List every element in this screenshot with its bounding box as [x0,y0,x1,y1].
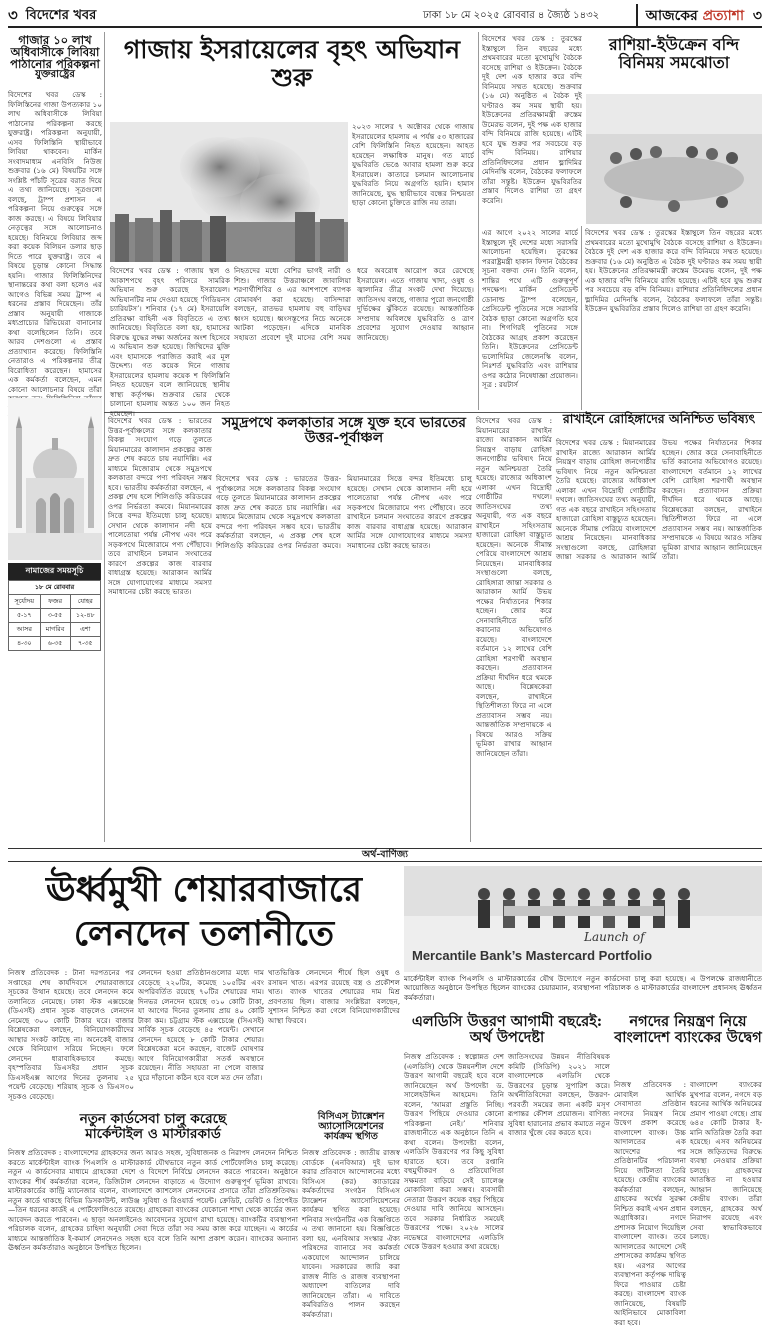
kolkata-body-left: বিদেশের খবর ডেস্ক : ভারতের উত্তর-পূর্বাঞ্চলের সঙ্গে কলকাতার বিকল্প সংযোগ গড়ে তুলতে মিয়ানমারের কালাদান প্রকল্পের কাজ দ্রুত শেষ করতে চায় নয়াদিল্লি। এর মাধ্যমে মিজোরাম থেকে সমুদ্রপথে কলকাতা বন্দরে পণ্য পরিবহন সম্ভব হবে। ভারতীয় কর্মকর্তারা বলছেন, এ প্রকল্প শেষ হলে শিলিগুড়ি করিডরের ওপর নির্ভরতা কমবে। মিয়ানমারের সিত্তে বন্দর ইতিমধ্যে চালু হয়েছে। সেখান থেকে কালাদান নদী হয়ে পালেতোয়া পর্যন্ত নৌপথ এবং পরে সড়কপথে মিজোরামে পণ্য পৌঁছাবে। তবে রাখাইনে চলমান সংঘাতের কারণে প্রকল্পের কাজ বারবার বাধাগ্রস্ত হয়েছে। আরাকান আর্মির সঙ্গে যোগাযোগের মাধ্যমে সমস্যা সমাধানের চেষ্টা করছে ভারত। [108,416,212,596]
section-title: বিদেশের খবর [25,7,97,23]
kolkata-headline: সমুদ্রপথে কলকাতার সঙ্গে যুক্ত হবে ভারতের উত্তর-পূর্বাঞ্চল [222,415,466,447]
russia-ukraine-body-mid: এর আগে ২০২২ সালের মার্চে ইস্তাম্বুলে দুই দেশের মধ্যে সরাসরি আলোচনা হয়েছিল। তুরস্কের পররাষ্ট্রমন্ত্রী হাকান ফিদান বৈঠকের সূচনা বক্তব্য দেন। তিনি বলেন, শান্তির পথে এটি গুরুত্বপূর্ণ পদক্ষেপ। মার্কিন প্রেসিডেন্ট ডোনাল্ড ট্রাম্প বলেছেন, প্রেসিডেন্ট পুতিনের সঙ্গে সরাসরি বৈঠক ছাড়া কোনো অগ্রগতি হবে না। শিগগিরই পুতিনের সঙ্গে বৈঠকের আগ্রহ প্রকাশ করেছেন তিনি। ইউক্রেনের প্রেসিডেন্ট ভলোদিমির জেলেনস্কি বলেন, নিঃশর্ত যুদ্ধবিরতি এবং রাশিয়ার ওপর কঠোর নিষেধাজ্ঞা প্রয়োজন। সূত্র : রয়টার্স [482,228,578,389]
cash-control-body: নিজস্ব প্রতিবেদক : মোবাইল আর্থিক সেবাদাতা প্রতিষ্ঠান নগদের নিয়ন্ত্রণ নিয়ে উদ্বেগ প্রকাশ করেছে বাংলাদেশ ব্যাংক। উচ্চ আদালতের এক আদেশের পর প্রতিষ্ঠানটির পরিচালনা নিয়ে জটিলতা তৈরি হয়েছে। কেন্দ্রীয় ব্যাংকের কর্মকর্তারা বলছেন, গ্রাহকের অর্থের সুরক্ষা নিশ্চিত করাই এখন প্রধান অগ্রাধিকার। নগদে প্রশাসক নিয়োগ দিয়েছিল বাংলাদেশ ব্যাংক। তবে আদালতের আদেশে সেই প্রশাসকের কার্যক্রম স্থগিত হয়। এরপর আগের ব্যবস্থাপনা কর্তৃপক্ষ দায়িত্ব ফিরে পাওয়ার চেষ্টা করছে। বাংলাদেশ ব্যাংক জানিয়েছে, বিষয়টি আইনিভাবে মোকাবিলা করা হবে। [614,1080,686,1327]
prayer-cell: ১২-৪৮ [70,609,100,623]
prayer-cell: সূর্যোদয় [9,595,41,609]
gaza-smoke-photo [110,122,348,262]
gaza-offensive-body-mid: নিহতদের মধ্যে বেশির ভাগই নারী ও শিশু। গাজার উত্তরাঞ্চলে জাবালিয়া শরণার্থীশিবির ও এর আশপাশে ব্যাপক বোমাবর্ষণ করা হয়েছে। বাসিন্দারা বলছেন, রাতভর হামলায় বহু বাড়িঘর ধ্বংস হয়েছে। ধ্বংসস্তূপের নিচে অনেকে আটকা পড়েছেন। এদিকে মানবিক সহায়তা প্রবেশে দুই মাসের বেশি সময় ধরে অবরোধ আরোপ করে রেখেছে ইসরায়েল। এতে গাজায় খাদ্য, ওষুধ ও জ্বালানির তীব্র সংকট দেখা দিয়েছে। জাতিসংঘ বলছে, গাজার পুরো জনগোষ্ঠী দুর্ভিক্ষের ঝুঁকিতে রয়েছে। আন্তর্জাতিক সম্প্রদায় অবিলম্বে যুদ্ধবিরতি ও ত্রাণ প্রবেশের সুযোগ দেওয়ার আহ্বান জানিয়েছে। [234,266,474,342]
headline-line: যুক্তরাষ্ট্রের [35,69,75,81]
column-rule [478,32,479,410]
photo-portfolio-title: Mercantile Bank’s Mastercard Portfolio [412,948,653,963]
mastercard-photo-caption: মার্কেন্টাইল ব্যাংক পিএলসি ও মাস্টারকার্ডের যৌথ উদ্যোগে নতুন কার্ডসেবা চালু করা হয়েছে। এ উপলক্ষে রাজধানীতে আয়োজিত অনুষ্ঠানে উপস্থিত ছিলেন ব্যাংকের চেয়ারম্যান, ব্যবস্থাপনা পরিচালক ও মাস্টারকার্ডের বাংলাদেশ প্রধানসহ ঊর্ধ্বতন কর্মকর্তারা। [404,974,762,1002]
headline-line: বিসিএস ট্যাক্সেশন [317,1111,385,1122]
ldc-body-2: জাতিসংঘের উন্নয়ন নীতিবিষয়ক কমিটি (সিডিপি) ২০২১ সালে বাংলাদেশকে এলডিসি থেকে উত্তরণের চূড়ান্ত সুপারিশ করে। অর্থনীতিবিদেরা বলছেন, উত্তরণ-পরবর্তী সময়ের জন্য একটি মসৃণ রূপান্তর কৌশল প্রয়োজন। বাণিজ্য সুবিধা হারানোর প্রভাব কমাতে নতুন বাজার খুঁজে বের করতে হবে। [508,1052,610,1137]
rohingya-headline: রাখাইনে রোহিঙ্গাদের অনিশ্চিত ভবিষ্যৎ [562,411,756,426]
cash-control-body-2: বাংলাদেশ ব্যাংকের মুখপাত্র বলেন, নগদে বড় ধরনের আর্থিক অনিয়মের প্রমাণ পাওয়া গেছে। প্রায় ৬৪৫ কোটি টাকার ই-মানি অতিরিক্ত তৈরি করা হয়েছে। এসব অনিয়মের সঙ্গে জড়িতদের বিরুদ্ধে ব্যবস্থা নেওয়ার প্রক্রিয়া চলছে। গ্রাহকদের আতঙ্কিত না হওয়ার আহ্বান জানিয়েছে কেন্দ্রীয় ব্যাংক। তাঁরা বলছেন, গ্রাহকের অর্থ নিরাপদ রয়েছে এবং সেবা স্বাভাবিকভাবে চলছে। [690,1080,762,1241]
column-rule [581,226,582,410]
prayer-cell: ৭-৩৫ [70,637,100,651]
page-header [8,6,762,28]
headline-line: ঊর্ধ্বমুখী শেয়ারবাজারে [46,869,362,910]
gaza-offensive-body-right: ২০২৩ সালের ৭ অক্টোবর থেকে গাজায় ইসরায়েলের হামলায় এ পর্যন্ত ৫৩ হাজারের বেশি ফিলিস্তিনি নিহত হয়েছেন। আহত হয়েছেন লক্ষাধিক মানুষ। গত মার্চে যুদ্ধবিরতি ভেঙে আবার হামলা শুরু করে ইসরায়েল। কাতারে চলমান আলোচনায় যুদ্ধবিরতি নিয়ে অগ্রগতি হয়নি। হামাস জানিয়েছে, যুদ্ধ স্থায়ীভাবে বন্ধের নিশ্চয়তা ছাড়া কোনো চুক্তিতে রাজি নয় তারা। [352,122,474,207]
russia-ukraine-body-top: বিদেশের খবর ডেস্ক : তুরস্কের ইস্তাম্বুলে তিন বছরের মধ্যে প্রথমবারের মতো মুখোমুখি বৈঠকে বসেছে রাশিয়া ও ইউক্রেন। বৈঠকে দুই দেশ এক হাজার করে বন্দি বিনিময়ে সম্মত হয়েছে। শুক্রবার (১৬ মে) অনুষ্ঠিত এ বৈঠক দুই ঘণ্টারও কম সময় স্থায়ী হয়। ইউক্রেনের প্রতিরক্ষামন্ত্রী রুস্তেম উমেরভ বলেন, দুই পক্ষ এক হাজার বন্দি বিনিময়ে রাজি হয়েছে। এটিই হবে যুদ্ধ শুরুর পর সবচেয়ে বড় বন্দি বিনিময়। রাশিয়ার প্রতিনিধিদলের প্রধান ভ্লাদিমির মেদিনস্কি বলেন, বৈঠকের ফলাফলে তাঁরা সন্তুষ্ট। ইউক্রেন যুদ্ধবিরতির প্রস্তাব দিলেও রাশিয়া তা গ্রহণ করেনি। [482,34,582,205]
prayer-times-box [8,563,101,651]
gaza-aid-body: বিদেশের খবর ডেস্ক : ফিলিস্তিনের গাজা উপত্যকার ১০ লাখ অধিবাসীকে লিবিয়া পাঠানোর পরিকল্পনা করছে যুক্তরাষ্ট্র। পরিকল্পনা অনুযায়ী, এসব ফিলিস্তিনি স্থায়ীভাবে লিবিয়া থাকবেন। মার্কিন সংবাদমাধ্যম এনবিসি নিউজ শুক্রবার (১৬ মে) বিষয়টির সঙ্গে সংশ্লিষ্ট পাঁচটি সূত্রের বরাত দিয়ে এ তথ্য জানিয়েছে। সূত্রগুলো বলছে, ট্রাম্প প্রশাসন এ পরিকল্পনা নিয়ে গুরুত্বের সঙ্গে কাজ করছে। এ বিষয়ে লিবিয়ার নেতৃত্বের সঙ্গে আলোচনাও হয়েছে। বিনিময়ে লিবিয়ার জব্দ করা কয়েক বিলিয়ন ডলার ছাড় দিতে পারে যুক্তরাষ্ট্র। তবে এ বিষয়ে চূড়ান্ত কোনো সিদ্ধান্ত হয়নি। গাজার ফিলিস্তিনিদের স্থানান্তরের কথা বলা হলেও এর আগেও বিভিন্ন সময় ট্রাম্প এ ধরনের প্রস্তাব দিয়েছেন। তাঁর প্রস্তাব অনুযায়ী গাজাকে মধ্যপ্রাচ্যের রিভিয়েরা বানানোর কথা বলেছিলেন তিনি। তবে আরব দেশগুলো এ প্রস্তাব প্রত্যাখ্যান করেছে। ফিলিস্তিনি নেতারাও এ পরিকল্পনার তীব্র বিরোধিতা করেছেন। হামাসের এক কর্মকর্তা বলেছেন, এমন কোনো আলোচনার বিষয়ে তাঁরা [8,90,102,394]
date-line: ঢাকা ১৮ মে ২০২৫ রোববার ৪ জ্যৈষ্ঠ ১৪৩২ [423,9,600,21]
headline-line: মার্কেন্টাইল ও মাস্টারকার্ড [85,1125,221,1142]
mastercard-launch-photo [404,866,762,972]
prayer-cell: ৪-৩০ [9,637,41,651]
gaza-aid-headline [8,34,102,81]
gaza-offensive-body-left: বিদেশের খবর ডেস্ক : গাজায় স্থল ও আকাশপথে বৃহৎ পরিসরে সামরিক অভিযান শুরু করেছে ইসরায়েল। অভিযানটির নাম দেওয়া হয়েছে ‘গিডিয়নস চ্যারিয়টস’। শনিবার (১৭ মে) ইসরায়েলি প্রতিরক্ষা বাহিনী এক বিবৃতিতে এ তথ্য জানিয়েছে। বিবৃতিতে বলা হয়, হামাসের বিরুদ্ধে যুদ্ধের লক্ষ্য অর্জনের অংশ হিসেবে এ অভিযান শুরু হয়েছে। জিম্মিদের মুক্তি এবং হামাসকে পরাজিত করাই এর মূল উদ্দেশ্য। গত কয়েক দিনে গাজায় ইসরায়েলের হামলায় কয়েক শ ফিলিস্তিনি নিহত হয়েছেন বলে জানিয়েছে স্থানীয় স্বাস্থ্য কর্তৃপক্ষ। শুক্রবার ভোর থেকে চালানো হামলায় অন্তত ১০০ জন নিহত হয়েছেন। [110,266,230,418]
share-market-body-2: লেনদেন হওয়া প্রতিষ্ঠানগুলোর মধ্যে দাম বেড়েছে ২২০টির, কমেছে ১০৫টির এবং অপরিবর্তিত রয়েছে ৭০টির শেয়ারের দাম। দিনভর লেনদেন হয়েছে ৩১০ কোটি টাকা, যা আগের দিনের তুলনায় প্রায় ৪০ কোটি টাকা কম। চট্টগ্রাম স্টক এক্সচেঞ্জে (সিএসই) সার্বিক সূচক বেড়েছে ৪৫ পয়েন্ট। সেখানে লেনদেন হয়েছে ৮ কোটি টাকার শেয়ার। বিশ্লেষকেরা মনে করছেন, বাজেট ঘোষণার আগে বিনিয়োগকারীরা সতর্ক অবস্থানে রয়েছেন। নীতি সহায়তা না পেলে বাজার ঘুরে দাঁড়ানো কঠিন হবে বলে মত দেন তাঁরা। [138,968,264,1082]
share-market-body-3: খাতভিত্তিক লেনদেনে শীর্ষে ছিল ওষুধ ও রসায়ন খাত। এরপর রয়েছে বস্ত্র ও প্রকৌশল খাত। ব্যাংক খাতের শেয়ারের দাম মিশ্র প্রবণতায় ছিল। বাজার সংশ্লিষ্টরা বলছেন, সুশাসন নিশ্চিত করা গেলে বিনিয়োগকারীদের আস্থা ফিরবে। [268,968,400,1025]
prayer-cell: ৫-১৭ [9,609,41,623]
prayer-cell: ফজর [40,595,70,609]
headline-line: গাজার ১০ লাখ [18,33,92,47]
photo-launch-script: Launch of [584,930,645,944]
brand-logo [636,4,762,28]
headline-line: নতুন কার্ডসেবা চালু করেছে [79,1111,227,1127]
mosque-icon [8,398,102,560]
prayer-day: ১৮ মে রোববার [9,581,101,595]
mosque-illustration [8,398,102,560]
bsc-body: নিজস্ব প্রতিবেদক : জাতীয় রাজস্ব বোর্ডকে (এনবিআর) দুই ভাগ করার প্রতিবাদে আন্দোলনের মধ্যে বিসিএস (কর) ক্যাডারের কর্মকর্তাদের সংগঠন বিসিএস ট্যাক্সেশন অ্যাসোসিয়েশনের কার্যক্রম স্থগিত করা হয়েছে। শনিবার সংগঠনটির এক বিজ্ঞপ্তিতে এ তথ্য জানানো হয়। বিজ্ঞপ্তিতে বলা হয়, এনবিআর সংস্কার ঐক্য পরিষদের ব্যানারে সব কর্মকর্তা একযোগে আন্দোলন চালিয়ে যাবেন। সরকারের জারি করা রাজস্ব নীতি ও রাজস্ব ব্যবস্থাপনা অধ্যাদেশ বাতিলের দাবি জানিয়েছেন তাঁরা। এ দাবিতে কর্মবিরতিও পালন করছেন কর্মকর্তারা। [302,1148,400,1319]
headline-line: অধিবাসীকে লিবিয়া [10,45,100,60]
rohingya-body: বিদেশের খবর ডেস্ক : মিয়ানমারের রাখাইন রাজ্যে আরাকান আর্মির নিয়ন্ত্রণ বাড়ায় রোহিঙ্গা জনগোষ্ঠীর ভবিষ্যৎ নিয়ে নতুন অনিশ্চয়তা তৈরি হয়েছে। রাজ্যের অধিকাংশ এলাকা এখন বিদ্রোহী গোষ্ঠীটির দখলে। জাতিসংঘের তথ্য অনুযায়ী, গত এক বছরে রাখাইনে সহিংসতায় হাজারো রোহিঙ্গা বাস্তুচ্যুত হয়েছেন। অনেকে সীমান্ত পেরিয়ে বাংলাদেশে আশ্রয় নিয়েছেন। মানবাধিকার সংস্থাগুলো বলছে, রোহিঙ্গারা জান্তা সরকার ও আরাকান আর্মি উভয় পক্ষের নির্যাতনের শিকার হচ্ছেন। জোর করে সেনাবাহিনীতে ভর্তি করানোর অভিযোগও রয়েছে। বাংলাদেশে বর্তমানে ১২ লাখের বেশি রোহিঙ্গা শরণার্থী অবস্থান করছেন। প্রত্যাবাসন প্রক্রিয়া দীর্ঘদিন ধরে থমকে আছে। বিশ্লেষকেরা বলছেন, রাখাইনে স্থিতিশীলতা ফিরে না এলে প্রত্যাবাসন সম্ভব নয়। আন্তর্জাতিক সম্প্রদায়কে এ বিষয়ে আরও সক্রিয় ভূমিকা রাখার আহ্বান জানিয়েছেন তাঁরা। [556,438,762,561]
column-rule [104,32,105,842]
business-section-banner: অর্থ-বাণিজ্য [8,848,762,862]
brand-page: ৩ [752,8,762,24]
cash-control-headline: নগদের নিয়ন্ত্রণ নিয়ে বাংলাদেশ ব্যাংকের উদ্বেগ [614,1013,762,1046]
russia-ukraine-headline: রাশিয়া-ইউক্রেন বন্দি বিনিময় সমঝোতা [608,35,740,72]
prayer-cell: মাগরিব [40,623,70,637]
new-card-headline [8,1112,298,1142]
russia-ukraine-body-right: বিদেশের খবর ডেস্ক : তুরস্কের ইস্তাম্বুলে তিন বছরের মধ্যে প্রথমবারের মতো মুখোমুখি বৈঠকে বসেছে রাশিয়া ও ইউক্রেন। বৈঠকে দুই দেশ এক হাজার করে বন্দি বিনিময়ে সম্মত হয়েছে। শুক্রবার (১৬ মে) অনুষ্ঠিত এ বৈঠক দুই ঘণ্টারও কম সময় স্থায়ী হয়। ইউক্রেনের প্রতিরক্ষামন্ত্রী রুস্তেম উমেরভ বলেন, দুই পক্ষ এক হাজার বন্দি বিনিময়ে রাজি হয়েছে। এটিই হবে যুদ্ধ শুরুর পর সবচেয়ে বড় বন্দি বিনিময়। রাশিয়ার প্রতিনিধিদলের প্রধান ভ্লাদিমির মেদিনস্কি বলেন, বৈঠকের ফলাফলে তাঁরা সন্তুষ্ট। ইউক্রেন যুদ্ধবিরতির প্রস্তাব দিলেও রাশিয়া তা গ্রহণ করেনি। [585,228,762,313]
bsc-headline [302,1112,400,1142]
headline-line: কার্যক্রম স্থগিত [324,1130,378,1142]
share-market-headline [8,868,400,956]
rohingya-body-left: বিদেশের খবর ডেস্ক : মিয়ানমারের রাখাইন রাজ্যে আরাকান আর্মির নিয়ন্ত্রণ বাড়ায় রোহিঙ্গা জনগোষ্ঠীর ভবিষ্যৎ নিয়ে নতুন অনিশ্চয়তা তৈরি হয়েছে। রাজ্যের অধিকাংশ এলাকা এখন বিদ্রোহী গোষ্ঠীটির দখলে। জাতিসংঘের তথ্য অনুযায়ী, গত এক বছরে রাখাইনে সহিংসতায় হাজারো রোহিঙ্গা বাস্তুচ্যুত হয়েছেন। অনেকে সীমান্ত পেরিয়ে বাংলাদেশে আশ্রয় নিয়েছেন। মানবাধিকার সংস্থাগুলো বলছে, রোহিঙ্গারা জান্তা সরকার ও আরাকান আর্মি উভয় পক্ষের নির্যাতনের শিকার হচ্ছেন। জোর করে সেনাবাহিনীতে ভর্তি করানোর অভিযোগও রয়েছে। বাংলাদেশে বর্তমানে ১২ লাখের বেশি রোহিঙ্গা শরণার্থী অবস্থান করছেন। প্রত্যাবাসন প্রক্রিয়া দীর্ঘদিন ধরে থমকে আছে। বিশ্লেষকেরা বলছেন, রাখাইনে স্থিতিশীলতা ফিরে না এলে প্রত্যাবাসন সম্ভব নয়। আন্তর্জাতিক সম্প্রদায়কে এ বিষয়ে আরও সক্রিয় ভূমিকা রাখার আহ্বান জানিয়েছেন তাঁরা। [476,416,552,758]
prisoner-talks-photo [586,94,762,224]
prayer-cell: যোহর [70,595,100,609]
prayer-cell: ৩-৫৫ [40,609,70,623]
share-market-body-1: নিজস্ব প্রতিবেদক : টানা দরপতনের পর সপ্তাহের শেষ কার্যদিবসে শেয়ারবাজারে সূচকের উত্থান হয়েছে। তবে লেনদেন কমে তলানিতে নেমেছে। ঢাকা স্টক এক্সচেঞ্জে (ডিএসই) প্রধান সূচক বাড়লেও লেনদেন নেমেছে ৩০০ কোটি টাকার ঘরে। বাজার বিশ্লেষকেরা বলছেন, বিনিয়োগকারীদের আস্থার সংকট কাটছে না। অনেকেই বাজার থেকে বিনিয়োগ সরিয়ে নিচ্ছেন। ফলে লেনদেন ধারাবাহিকভাবে কমছে। বৃহস্পতিবার ডিএসইর প্রধান সূচক ডিএসইএক্স আগের দিনের তুলনায় ২৫ পয়েন্ট বেড়েছে। শরিয়াহ সূচক ও ডিএস৩০ সূচকও বেড়েছে। [8,968,134,1101]
new-card-body: নিজস্ব প্রতিবেদক : বাংলাদেশের গ্রাহকদের জন্য আরও সহজ, সুবিধাজনক ও নিরাপদ লেনদেন নিশ্চিত করতে মার্কেন্টাইল ব্যাংক পিএলসি ও মাস্টারকার্ড যৌথভাবে নতুন কার্ড পোর্টফোলিও চালু করেছে। নতুন এ কার্ডসেবার মাধ্যমে গ্রাহকেরা দেশে ও বিদেশে নির্বিঘ্নে লেনদেন করতে পারবেন। অনুষ্ঠানে ব্যাংকের শীর্ষ কর্মকর্তারা বলেন, ডিজিটাল লেনদেন বাড়াতে এ উদ্যোগ গুরুত্বপূর্ণ ভূমিকা রাখবে। মাস্টারকার্ডের কান্ট্রি ম্যানেজার বলেন, বাংলাদেশে ক্যাশলেস লেনদেনের প্রসারে তাঁরা প্রতিশ্রুতিবদ্ধ। নতুন কার্ডে থাকছে বিভিন্ন ডিসকাউন্ট, লাউঞ্জ সুবিধা ও রিওয়ার্ড পয়েন্ট। ক্রেডিট, ডেবিট ও প্রিপেইড—তিন ধরনের কার্ডই এ পোর্টফোলিওতে রয়েছে। গ্রাহকেরা ব্যাংকের যেকোনো শাখা থেকে কার্ডের জন্য আবেদন করতে পারবেন। এ ছাড়া অনলাইনেও আবেদনের সুযোগ রাখা হয়েছে। ব্যাংকটির ব্যবস্থাপনা পরিচালক বলেন, গ্রাহকের চাহিদা অনুযায়ী সেবা দিতে তাঁরা সব সময় কাজ করে যাচ্ছেন। এ কার্ডের মাধ্যমে আন্তর্জাতিক ই-কমার্স লেনদেনও সহজ হবে বলে তিনি আশা প্রকাশ করেন। ব্যাংকের অন্যান্য ঊর্ধ্বতন কর্মকর্তারাও অনুষ্ঠানে উপস্থিত ছিলেন। [8,1148,298,1252]
headline-line: পাঠানোর পরিকল্পনা [10,57,100,72]
prayer-cell: ৬-৩৫ [40,637,70,651]
brand-prefix: আজকের [645,8,698,24]
brand-name: প্রত্যাশা [702,8,745,24]
headline-line: লেনদেন তলানীতে [73,912,335,954]
page-number: ৩ [8,5,18,24]
ldc-body: নিজস্ব প্রতিবেদক : স্বল্পোন্নত দেশ (এলডিসি) থেকে উন্নয়নশীল দেশে উত্তরণ আগামী বছরেই হবে বলে জানিয়েছেন অর্থ উপদেষ্টা ড. সালেহউদ্দিন আহমেদ। তিনি বলেন, ‘আমরা প্রস্তুতি নিচ্ছি। উত্তরণ পিছিয়ে দেওয়ার কোনো পরিকল্পনা নেই।’ শনিবার রাজধানীতে এক অনুষ্ঠানে তিনি এ কথা বলেন। উপদেষ্টা বলেন, এলডিসি উত্তরণের পর কিছু সুবিধা হারাতে হবে। তবে রপ্তানি বহুমুখীকরণ ও প্রতিযোগিতা সক্ষমতা বাড়িয়ে সেই চ্যালেঞ্জ মোকাবিলা করা সম্ভব। ব্যবসায়ী নেতারা উত্তরণ কয়েক বছর পিছিয়ে দেওয়ার দাবি জানিয়ে আসছেন। তবে সরকার নির্ধারিত সময়েই উত্তরণের পক্ষে। ২০২৬ সালের নভেম্বরে বাংলাদেশের এলডিসি থেকে উত্তরণ হওয়ার কথা রয়েছে। [404,1052,504,1251]
headline-line: অ্যাসোসিয়েশনের [318,1120,384,1132]
ldc-headline: এলডিসি উত্তরণ আগামী বছরেই: অর্থ উপদেষ্টা [411,1013,603,1046]
kolkata-body: বিদেশের খবর ডেস্ক : ভারতের উত্তর-পূর্বাঞ্চলের সঙ্গে কলকাতার বিকল্প সংযোগ গড়ে তুলতে মিয়ানমারের কালাদান প্রকল্পের কাজ দ্রুত শেষ করতে চায় নয়াদিল্লি। এর মাধ্যমে মিজোরাম থেকে সমুদ্রপথে কলকাতা বন্দরে পণ্য পরিবহন সম্ভব হবে। ভারতীয় কর্মকর্তারা বলছেন, এ প্রকল্প শেষ হলে শিলিগুড়ি করিডরের ওপর নির্ভরতা কমবে। মিয়ানমারের সিত্তে বন্দর ইতিমধ্যে চালু হয়েছে। সেখান থেকে কালাদান নদী হয়ে পালেতোয়া পর্যন্ত নৌপথ এবং পরে সড়কপথে মিজোরামে পণ্য পৌঁছাবে। তবে রাখাইনে চলমান সংঘাতের কারণে প্রকল্পের কাজ বারবার বাধাগ্রস্ত হয়েছে। আরাকান আর্মির সঙ্গে যোগাযোগের মাধ্যমে সমস্যা সমাধানের চেষ্টা করছে ভারত। [216,474,472,550]
gaza-offensive-headline: গাজায় ইসরায়েলের বৃহৎ অভিযান শুরু [123,35,461,92]
prayer-cell: আসর [9,623,41,637]
prayer-table [8,580,101,651]
prayer-cell: এশা [70,623,100,637]
prayer-title: নামাজের সময়সূচি [8,563,101,580]
